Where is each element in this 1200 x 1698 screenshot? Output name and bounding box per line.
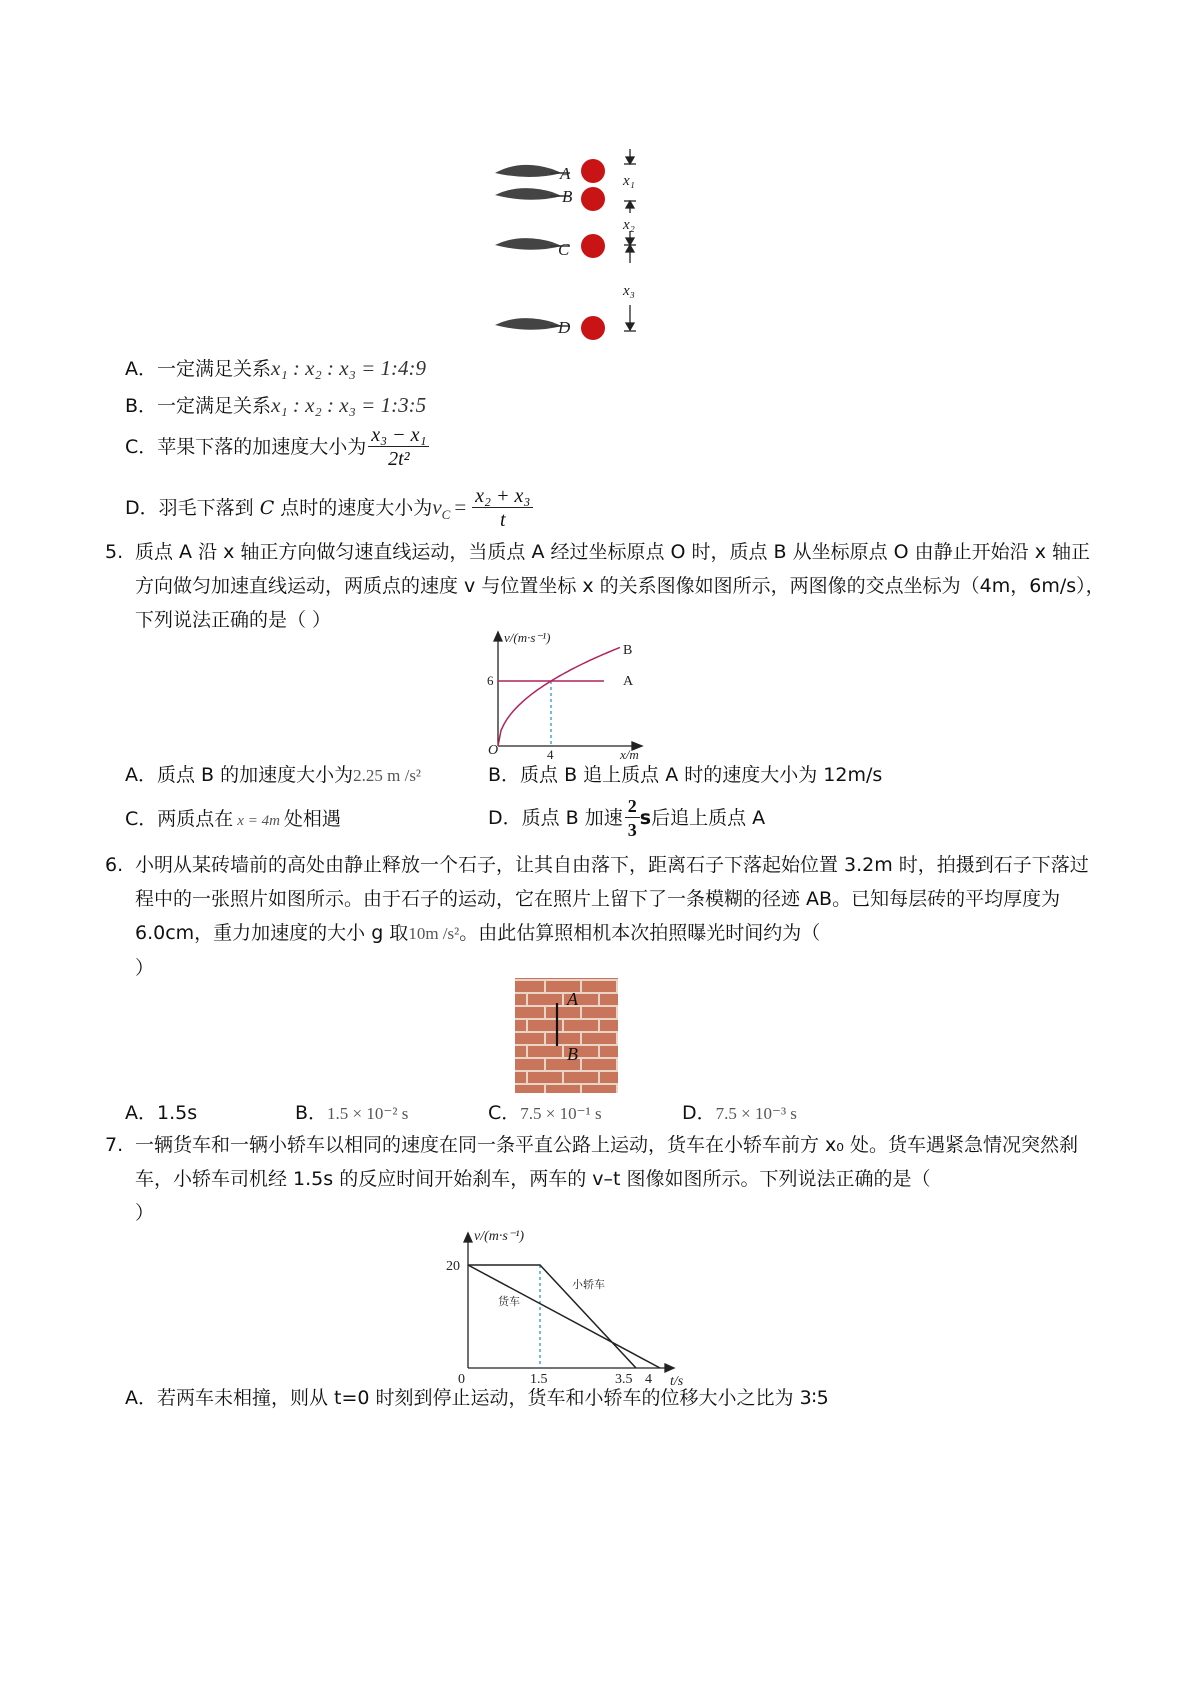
option-text: 质点 B 加速 xyxy=(521,807,623,829)
apple-icon xyxy=(581,234,605,258)
dim-x2: x₂ xyxy=(623,217,635,233)
question-number: 5. xyxy=(105,541,124,563)
q7-option-a[interactable] xyxy=(125,1385,829,1411)
q4-option-d[interactable] xyxy=(125,483,533,539)
brick-wall-photo xyxy=(515,978,618,1093)
numerator: 2 xyxy=(625,795,640,818)
option-text: 一定满足关系 xyxy=(157,358,272,380)
series-b-label: B xyxy=(623,643,633,658)
option-math: x = 4m xyxy=(237,813,280,829)
option-text: 苹果下落的加速度大小为 xyxy=(157,436,367,458)
feather-icon xyxy=(495,318,562,330)
equals-sign: = xyxy=(454,495,467,519)
x-axis-label: x/m xyxy=(620,747,639,762)
q4-option-a[interactable] xyxy=(125,355,426,382)
car-label: 小轿车 xyxy=(572,1279,605,1291)
x-tick-4: 4 xyxy=(547,747,554,762)
option-text: 若两车未相撞，则从 t=0 时刻到停止运动，货车和小轿车的位移大小之比为 3∶5 xyxy=(157,1387,829,1409)
truck-label: 货车 xyxy=(498,1296,520,1308)
label-a: A xyxy=(560,164,571,183)
option-prefix: D． xyxy=(682,1102,716,1124)
series-a-label: A xyxy=(623,674,634,689)
option-text: 羽毛下落到 xyxy=(158,497,254,519)
option-text: 一定满足关系 xyxy=(157,395,272,417)
question-number: 6. xyxy=(105,854,124,876)
option-math: 7.5 × 10⁻¹ s xyxy=(520,1104,602,1123)
option-math: x₁ : x₂ : x₃ = 1:4:9 xyxy=(271,356,427,380)
option-math: 7.5 × 10⁻³ s xyxy=(715,1104,797,1123)
point-label: C xyxy=(259,497,275,519)
option-math: 1.5 × 10⁻² s xyxy=(327,1104,409,1123)
dim-x3: x₃ xyxy=(623,283,635,299)
feather-icon xyxy=(495,165,562,177)
unit: s xyxy=(639,807,652,829)
stem-text: 质点 A 沿 x 轴正方向做匀速直线运动，当质点 A 经过坐标原点 O 时，质点 B 从坐标原点 O 由静止开始沿 x 轴正方向做匀加速直线运动，两质点的速度 v 与位置坐标 x 的关系图像如图所示，两图像的交点坐标为（4m，6m/s），下列说法正确的是（ ） xyxy=(135,541,1105,631)
apple-icon xyxy=(581,187,605,211)
option-prefix: B． xyxy=(125,395,158,417)
label-c: C xyxy=(558,240,570,259)
velocity-subscript: C xyxy=(441,506,451,522)
option-text: 质点 B 追上质点 A 时的速度大小为 12m/s xyxy=(520,764,883,786)
q5-stem xyxy=(105,535,1105,637)
origin-label: O xyxy=(488,743,499,758)
option-math: x₁ : x₂ : x₃ = 1:3:5 xyxy=(271,393,427,417)
option-prefix: C． xyxy=(125,436,158,458)
car-line xyxy=(468,1265,636,1368)
option-prefix: C． xyxy=(125,808,158,830)
q5-option-d[interactable] xyxy=(488,793,765,843)
label-b: B xyxy=(567,1044,578,1064)
apple-icon xyxy=(581,159,605,183)
y-tick-6: 6 xyxy=(487,673,494,688)
option-prefix: C． xyxy=(488,1102,521,1124)
q5-vx-chart xyxy=(480,628,660,763)
feather-icon xyxy=(495,238,562,250)
row-a xyxy=(495,159,605,183)
x-tick-4: 4 xyxy=(645,1372,652,1387)
x-axis-label: t/s xyxy=(670,1374,684,1389)
q6-stem xyxy=(105,848,1105,985)
feather-apple-figure xyxy=(490,145,660,355)
label-d: D xyxy=(558,318,571,337)
option-prefix: D． xyxy=(488,807,522,829)
question-number: 7. xyxy=(105,1134,124,1156)
x-tick-3-5: 3.5 xyxy=(615,1372,633,1387)
label-b: B xyxy=(562,187,573,206)
feather-icon xyxy=(495,188,562,200)
x-tick-1-5: 1.5 xyxy=(530,1372,548,1387)
truck-line xyxy=(468,1265,660,1368)
q5-option-a[interactable] xyxy=(125,762,421,789)
stem-text: 。由此估算照相机本次拍照曝光时间约为（ xyxy=(459,922,821,944)
option-prefix: A． xyxy=(125,358,157,380)
q6-option-d[interactable] xyxy=(682,1100,797,1127)
label-a: A xyxy=(567,989,578,1009)
q4-option-b[interactable] xyxy=(125,392,426,419)
velocity-symbol: v xyxy=(432,495,442,519)
q7-stem xyxy=(105,1128,1105,1230)
numerator: x₃ − x₁ xyxy=(368,424,429,447)
fraction xyxy=(625,795,640,842)
option-text: 点时的速度大小为 xyxy=(280,497,433,519)
denominator: 2t² xyxy=(388,448,410,470)
denominator: t xyxy=(499,509,506,531)
option-prefix: A． xyxy=(125,1387,157,1409)
stem-text: 一辆货车和一辆小轿车以相同的速度在同一条平直公路上运动，货车在小轿车前方 x₀ 处。货车遇紧急情况突然刹车，小轿车司机经 1.5s 的反应时间开始刹车，两车的 v–t 图像如图所示。下列说法正确的是（ xyxy=(135,1134,1078,1190)
q6-option-a[interactable] xyxy=(125,1100,197,1126)
fraction xyxy=(368,424,429,471)
option-prefix: D． xyxy=(125,497,159,519)
denominator: 3 xyxy=(627,820,637,840)
option-text: 质点 B 的加速度大小为 xyxy=(157,764,354,786)
stem-close: ） xyxy=(135,957,155,979)
option-text: 1.5s xyxy=(157,1102,198,1124)
q7-vt-chart xyxy=(440,1225,690,1390)
row-b xyxy=(495,187,605,211)
series-b-curve xyxy=(498,647,620,746)
option-text: 后追上质点 A xyxy=(651,807,766,829)
option-prefix: B． xyxy=(488,764,521,786)
origin-label: 0 xyxy=(458,1372,465,1387)
option-math: 2.25 m /s² xyxy=(353,766,422,785)
row-c xyxy=(495,234,605,259)
fraction xyxy=(472,485,533,532)
q4-option-c[interactable] xyxy=(125,423,429,471)
q6-option-c[interactable] xyxy=(488,1100,602,1127)
option-text: 处相遇 xyxy=(283,808,341,830)
stem-close: ） xyxy=(135,1202,155,1224)
q5-option-c[interactable] xyxy=(125,806,341,834)
dim-x1: x₁ xyxy=(623,173,635,189)
option-prefix: A． xyxy=(125,1102,157,1124)
option-prefix: A． xyxy=(125,764,157,786)
y-tick-20: 20 xyxy=(446,1259,460,1274)
q5-option-b[interactable] xyxy=(488,762,882,788)
y-axis-label: v/(m·s⁻¹) xyxy=(474,1229,525,1244)
row-d xyxy=(495,316,605,340)
numerator: x₂ + x₃ xyxy=(472,485,533,508)
q6-option-b[interactable] xyxy=(295,1100,408,1127)
apple-icon xyxy=(581,316,605,340)
y-axis-label: v/(m·s⁻¹) xyxy=(504,630,551,645)
option-text: 两质点在 xyxy=(157,808,234,830)
stem-text: 小明从某砖墙前的高处由静止释放一个石子，让其自由落下，距离石子下落起始位置 3.2m 时，拍摄到石子下落过程中的一张照片如图所示。由于石子的运动，它在照片上留下了一条模糊的径迹 AB。已知每层砖的平均厚度为6.0cm，重力加速度的大小 g 取 xyxy=(135,854,1089,944)
option-prefix: B． xyxy=(295,1102,328,1124)
stem-math: 10m /s² xyxy=(408,924,460,943)
